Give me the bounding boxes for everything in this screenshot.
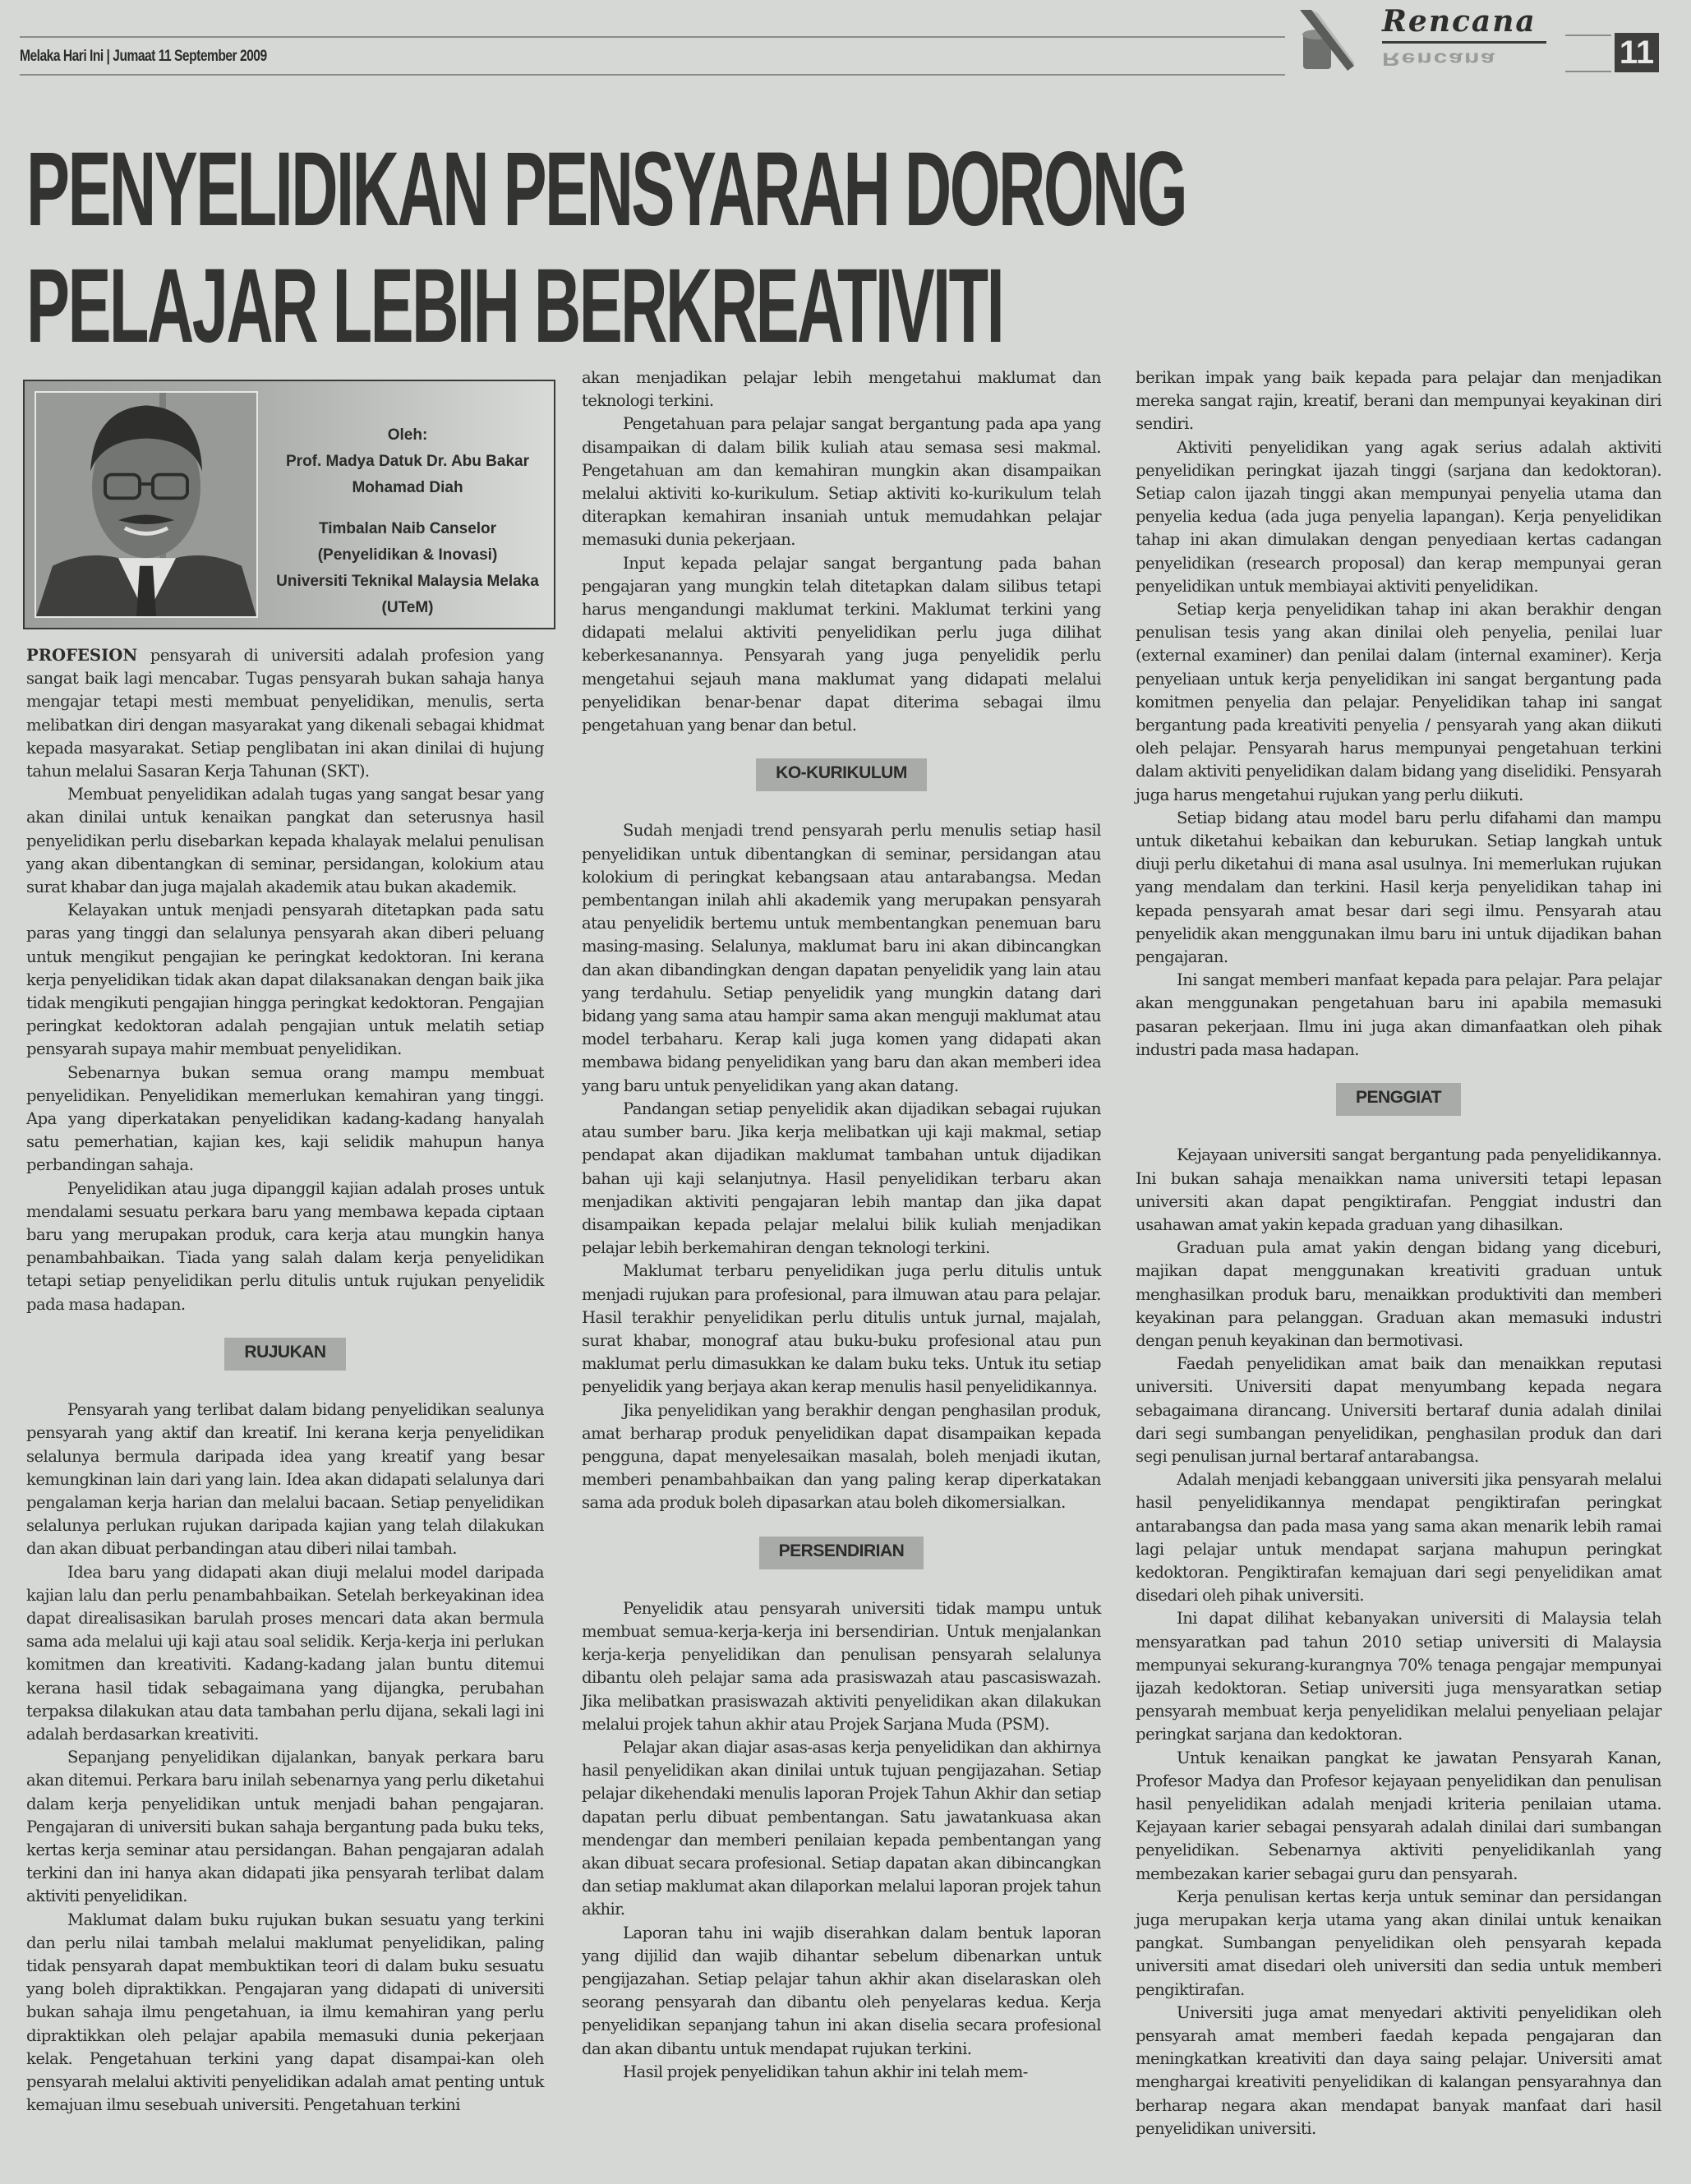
subheading-label: PENGGIAT	[1336, 1083, 1461, 1116]
dateline: Melaka Hari Ini | Jumaat 11 September 2009	[20, 48, 267, 65]
paragraph: Laporan tahu ini wajib diserahkan dalam bentuk laporan yang dijilid dan wajib dihantar sebelum dibenarkan untuk pengijazahan. Setiap pelajar tahun akhir akan diselaraskan oleh seorang pensyarah dan dibantu oleh penyelaras kedua. Kerja penyelidikan sepanjang tahun ini akan diselia secara profesional dan akan dibantu untuk mendapat rujukan terkini.	[582, 1923, 1101, 2058]
subheading-label: KO-KURIKULUM	[756, 758, 927, 791]
paragraph: Kelayakan untuk menjadi pensyarah ditetapkan pada satu paras yang tinggi dan selalunya pensyarah akan diberi peluang untuk mengikut pengajian ke peringkat kedoktoran. Ini kerana kerja penyelidikan tidak akan dapat dilaksanakan dengan baik jika tidak mengikuti pengajian hingga peringkat kedoktoran. Pengajian peringkat kedoktoran adalah pengajian untuk melatih setiap pensyarah supaya mahir membuat penyelidikan.	[26, 901, 544, 1059]
paragraph: Setiap kerja penyelidikan tahap ini akan berakhir dengan penulisan tesis yang akan dinilai oleh penyelia, penilai luar (external examiner) dan penilai dalam (internal examiner). Kerja penyeliaan untuk kerja penyelidikan ini sangat bergantung pada komitmen penyelia dan pelajar. Penyelidikan tahap ini sangat bergantung pada kreativiti penyelia / pensyarah yang akan diikuti oleh pelajar. Pensyarah harus mempunyai pengetahuan terkini dalam aktiviti penyelidikan dalam bidang yang diselidiki. Pensyarah juga harus mengetahui rujukan yang perlu diikuti.	[1136, 600, 1661, 804]
paragraph	[26, 644, 544, 783]
section-logo	[1292, 3, 1563, 82]
section-title-underline	[1382, 41, 1546, 44]
paragraph: Pensyarah yang terlibat dalam bidang penyelidikan sealunya pensyarah yang aktif dan kreatif. Ini kerana kerja penyelidikan selalunya bermula daripada idea yang kreatif yang besar kemungkinan lain dari yang lain. Idea akan didapati selalunya dari pengalaman kerja harian dan melalui bacaan. Setiap penyelidikan selalunya perlukan rujukan daripada kajian yang telah dilakukan dan akan dibuat perbandingan atau diberi nilai tambah.	[26, 1400, 544, 1559]
article-column-2	[582, 366, 1101, 2084]
section-title-reflection	[1382, 46, 1563, 79]
paragraph: Maklumat dalam buku rujukan bukan sesuatu yang terkini dan perlu nilai tambah melalui maklumat penyelidikan, paling tidak pensyarah dapat membuktikan teori di dalam buku sesuatu yang boleh dipraktikkan. Pengajaran yang didapati di universiti bukan sahaja ilmu pengetahuan, ia ilmu kemahiran yang perlu dipraktikkan oleh pelajar apabila memasuki dunia pekerjaan kelak. Pengetahuan terkini yang dapat disampai-kan oleh pensyarah melalui aktiviti penyelidikan adalah amat penting untuk kemajuan ilmu sesebuah universiti. Pengetahuan terkini	[26, 1910, 544, 2115]
masthead-rule-right-bottom	[1565, 71, 1611, 72]
lead-word: PROFESION	[26, 646, 138, 665]
subheading-ko-kurikulum	[582, 758, 1101, 791]
masthead-rule-top	[20, 36, 1285, 38]
subheading-penggiat	[1136, 1083, 1661, 1116]
subheading-label: PERSENDIRIAN	[759, 1537, 924, 1569]
headline-line-1: PENYELIDIKAN PENSYARAH DORONG	[26, 131, 1186, 248]
subheading-label: RUJUKAN	[224, 1338, 345, 1371]
paragraph: Universiti juga amat menyedari aktiviti penyelidikan oleh pensyarah amat memberi faedah kepada pengajaran dan meningkatkan kreativiti dan daya saing pelajar. Universiti amat menghargai kreativiti penyelidikan di kalangan pensyarahnya dan berharap negara akan mendapat banyak manfaat dari hasil penyelidikan universiti.	[1136, 2002, 1661, 2138]
author-title-line-2: (Penyelidikan & Inovasi)	[317, 546, 498, 564]
paragraph: Pandangan setiap penyelidik akan dijadikan sebagai rujukan atau sumber baru. Jika kerja melibatkan uji kaji makmal, setiap pendapat akan dijadikan maklumat tambahan untuk dijadikan bahan uji kaji selanjutnya. Hasil penyelidikan terbaru akan menjadikan aktiviti pengajaran lebih mantap dan jika dapat disampaikan kepada pelajar melalui bilik kuliah menjadikan pelajar lebih berkemahiran dengan teknologi terkini.	[582, 1099, 1101, 1258]
author-name-line-2: Mohamad Diah	[352, 479, 463, 496]
paragraph: Idea baru yang didapati akan diuji melalui model daripada kajian lalu dan perlu penambahbaikan. Setelah berkeyakinan idea dapat direalisasikan barulah proses mencari data akan bermula sama ada melalui uji kaji atau soal selidik. Kerja-kerja ini perlukan komitmen dan kreativiti. Kadang-kadang jalan buntu ditemui kerana hasil tidak sebagaimana yang dijangka, perubahan terpaksa dilakukan atau data tambahan perlu dijana, sekali lagi ini adalah berdasarkan kreativiti.	[26, 1562, 544, 1744]
paragraph: Sepanjang penyelidikan dijalankan, banyak perkara baru akan ditemui. Perkara baru inilah sebenarnya yang perlu diketahui dalam kerja penyelidikan untuk menjadi bahan pengajaran. Pengajaran di universiti bukan sahaja bergantung pada buku teks, kertas kerja seminar atau persidangan. Bahan pengajaran adalah terkini dan ini hanya akan didapati jika pensyarah terlibat dalam aktiviti penyelidikan.	[26, 1748, 544, 1906]
paragraph: Graduan pula amat yakin dengan bidang yang diceburi, majikan dapat menggunakan kreativiti graduan untuk menghasilkan produk baru, menaikkan produktiviti dan memberi keyakinan para pelanggan. Graduan akan memasuki industri dengan penuh keyakinan dan bermotivasi.	[1136, 1238, 1661, 1350]
section-title: Rencana	[1382, 4, 1537, 39]
byline-label: Oleh:	[387, 426, 428, 444]
paragraph: berikan impak yang baik kepada para pelajar dan menjadikan mereka sangat rajin, kreatif, berani dan mempunyai keyakinan diri sendiri.	[1136, 368, 1661, 434]
headline	[26, 131, 1186, 365]
paragraph: Penyelidikan atau juga dipanggil kajian adalah proses untuk mendalami sesuatu perkara baru yang membawa kepada ciptaan baru yang merupakan produk, cara kerja atau mungkin hanya penambahbaikan. Tiada yang salah dalam kerja penyelidikan tetapi setiap penyelidikan perlu ditulis untuk rujukan penyelidik pada masa hadapan.	[26, 1178, 544, 1314]
author-title-line-1: Timbalan Naib Canselor	[318, 520, 497, 537]
paragraph-text: pensyarah di universiti adalah profesion yang sangat baik lagi mencabar. Tugas pensyarah bukan sahaja hanya mengajar tetapi mesti membuat penyelidikan, menulis, serta melibatkan diri dengan masyarakat yang dikenali sebagai khidmat kepada masyarakat. Setiap penglibatan ini akan dinilai di hujung tahun melalui Sasaran Kerja Tahunan (SKT).	[26, 646, 544, 781]
author-portrait-icon	[36, 393, 256, 616]
paragraph: Jika penyelidikan yang berakhir dengan penghasilan produk, amat berharap produk penyelidikan dapat disampaikan kepada pengguna, dapat menyelesaikan masalah, boleh menjadi ikutan, memberi penambahbaikan dan yang paling kerap diperkatakan sama ada produk boleh dipasarkan atau boleh dikomersialkan.	[582, 1400, 1101, 1513]
paragraph: Faedah penyelidikan amat baik dan menaikkan reputasi universiti. Universiti dapat menyumbang kepada negara sebagaimana dirancang. Universiti bertaraf dunia adalah dinilai dari segi sumbangan penyelidikan, penghasilan produk dan dari segi penulisan jurnal bertaraf antarabangsa.	[1136, 1354, 1661, 1466]
subheading-persendirian	[582, 1537, 1101, 1569]
article-column-3	[1136, 366, 1661, 2140]
paragraph: akan menjadikan pelajar lebih mengetahui maklumat dan teknologi terkini.	[582, 368, 1101, 411]
section-title-reflection-text: Rencana	[1382, 48, 1496, 70]
paragraph: Pelajar akan diajar asas-asas kerja penyelidikan dan akhirnya hasil penyelidikan akan dinilai untuk tujuan pengijazahan. Setiap pelajar dikehendaki menulis laporan Projek Tahun Akhir dan setiap dapatan perlu dibuat pembentangan. Satu jawatankuasa akan mendengar dan memberi penilaian kepada pembentangan yang akan dibuat secara profesional. Setiap dapatan akan dibincangkan dan setiap maklumat akan dilaporkan melalui laporan projek tahun akhir.	[582, 1737, 1101, 1919]
paragraph: Adalah menjadi kebanggaan universiti jika pensyarah melalui hasil penyelidikannya mendapat pengiktirafan peringkat antarabangsa dan pada masa yang sama akan menarik lebih ramai lagi pelajar untuk mendapat sarjana mahupun peringkat kedoktoran. Pengiktirafan kemajuan dari segi penyelidikan amat disedari oleh pihak universiti.	[1136, 1470, 1661, 1606]
author-title-line-3: Universiti Teknikal Malaysia Melaka	[276, 573, 539, 590]
article-column-1	[26, 644, 544, 2117]
masthead-rule-right-top	[1565, 35, 1611, 36]
author-box	[23, 380, 555, 629]
paragraph: Kejayaan universiti sangat bergantung pada penyelidikannya. Ini bukan sahaja menaikkan nama universiti tetapi lepasan universiti akan dapat pengiktirafan. Penggiat industri dan usahawan amat yakin kepada graduan yang dihasilkan.	[1136, 1145, 1661, 1234]
paragraph: Aktiviti penyelidikan yang agak serius adalah aktiviti penyelidikan peringkat ijazah tinggi (sarjana dan kedoktoran). Setiap calon ijazah tinggi akan mempunyai penyelia utama dan penyelia kedua (ada juga penyelia lapangan). Kerja penyelidikan tahap ini akan dimulakan dengan penyediaan kertas cadangan penyelidikan (research proposal) dan kerap mempunyai geran penyelidikan untuk membiayai aktiviti penyelidikan.	[1136, 437, 1661, 596]
author-photo	[35, 391, 258, 618]
paragraph: Pengetahuan para pelajar sangat bergantung pada apa yang disampaikan di dalam bilik kuliah atau semasa sesi makmal. Pengetahuan am dan kemahiran mungkin akan disampaikan melalui aktiviti ko-kurikulum. Setiap aktiviti ko-kurikulum telah diterapkan kemahiran insaniah untuk memudahkan pelajar memasuki dunia pekerjaan.	[582, 414, 1101, 550]
paragraph: Untuk kenaikan pangkat ke jawatan Pensyarah Kanan, Profesor Madya dan Profesor kejayaan penyelidikan dan penulisan hasil penyelidikan adalah menjadi kriteria penilaian utama. Kejayaan karier sebagai pensyarah adalah dinilai dari sumbangan penyelidikan. Sebenarnya aktiviti penyelidikanlah yang membezakan karier sebagai guru dan pensyarah.	[1136, 1748, 1661, 1883]
paragraph: Sebenarnya bukan semua orang mampu membuat penyelidikan. Penyelidikan memerlukan kemahiran yang tinggi. Apa yang diperkatakan penyelidikan kadang-kadang hanyalah satu pemerhatian, kajian kes, kaji selidik mahupun hanya perbandingan sahaja.	[26, 1062, 544, 1175]
paragraph: Sudah menjadi trend pensyarah perlu menulis setiap hasil penyelidikan untuk dibentangkan di seminar, persidangan atau kolokium di peringkat kebangsaan atau antarabangsa. Medan pembentangan inilah ahli akademik yang merupakan pensyarah atau penyelidik bertemu untuk membentangkan penemuan baru masing-masing. Selalunya, maklumat baru ini akan dibincangkan dan akan dibandingkan dengan dapatan penyelidik yang lain atau yang terdahulu. Setiap penyelidik yang mungkin datang dari bidang yang sama atau hampir sama akan menguji maklumat atau model terbaharu. Kerap kali juga komen yang didapati akan membawa bidang penyelidikan yang baru dan akan memberi idea yang baru untuk penyelidikan yang akan datang.	[582, 821, 1101, 1095]
author-title-line-4: (UTeM)	[381, 599, 434, 616]
paragraph: Input kepada pelajar sangat bergantung pada bahan pengajaran yang mungkin telah ditetapkan dalam silibus tetapi harus mengandungi maklumat terkini. Maklumat terkini yang didapati melalui aktiviti penyelidikan perlu juga dilihat keberkesanannya. Pensyarah yang juga penyelidik perlu mengetahui sejauh mana maklumat yang didapati melalui penyelidikan benar-benar dapat diterima sebagai ilmu pengetahuan yang benar dan betul.	[582, 553, 1101, 735]
paragraph: Kerja penulisan kertas kerja untuk seminar dan persidangan juga merupakan kerja utama yang akan dinilai untuk kenaikan pangkat. Sumbangan penyelidikan oleh pensyarah kepada universiti amat disedari oleh universiti dan sedia untuk memberi pengiktirafan.	[1136, 1887, 1661, 1999]
paragraph: Hasil projek penyelidikan tahun akhir ini telah mem-	[623, 2062, 1028, 2081]
headline-line-2: PELAJAR LEBIH BERKREATIVITI	[26, 247, 1003, 365]
author-name-line-1: Prof. Madya Datuk Dr. Abu Bakar	[286, 453, 529, 470]
paragraph: Ini sangat memberi manfaat kepada para pelajar. Para pelajar akan menggunakan pengetahuan baru ini apabila memasuki pasaran pekerjaan. Ilmu ini juga akan dimanfaatkan oleh pihak industri pada masa hadapan.	[1136, 970, 1661, 1059]
pen-and-ink-icon	[1297, 8, 1354, 72]
paragraph: Ini dapat dilihat kebanyakan universiti di Malaysia telah mensyaratkan pad tahun 2010 setiap universiti di Malaysia mempunyai sekurang-kurangnya 70% tenaga pengajar mempunyai ijazah kedoktoran. Setiap universiti juga mensyaratkan setiap pensyarah membuat kerja penyelidikan melalui penyeliaan pelajar peringkat sarjana dan kedoktoran.	[1136, 1609, 1661, 1744]
paragraph: Membuat penyelidikan adalah tugas yang sangat besar yang akan dinilai untuk kenaikan pangkat dan seterusnya hasil penyelidikan perlu disebarkan kepada khalayak melalui penulisan yang akan dibentangkan di seminar, persidangan, kolokium atau surat khabar dan juga majalah akademik atau bukan akademik.	[26, 785, 544, 897]
author-credit	[265, 422, 551, 621]
paragraph: Maklumat terbaru penyelidikan juga perlu ditulis untuk menjadi rujukan para profesional, para ilmuwan atau para pelajar. Hasil terakhir penyelidikan perlu ditulis untuk jurnal, majalah, surat khabar, monograf atau buku-buku profesional atau pun maklumat perlu dimasukkan ke dalam buku teks. Untuk itu setiap penyelidik yang berjaya akan kerap menulis hasil penyelidikannya.	[582, 1261, 1101, 1397]
masthead-rule-bottom	[20, 74, 1285, 76]
page-number: 11	[1615, 33, 1659, 72]
paragraph: Penyelidik atau pensyarah universiti tidak mampu untuk membuat semua-kerja-kerja ini bersendirian. Untuk menjalankan kerja-kerja penyelidikan dan penulisan pensyarah selalunya dibantu oleh pelajar sama ada prasiswazah atau pascasiswazah. Jika melibatkan prasiswazah aktiviti penyelidikan akan dilakukan melalui projek tahun akhir atau Projek Sarjana Muda (PSM).	[582, 1598, 1101, 1734]
paragraph: Setiap bidang atau model baru perlu difahami dan mampu untuk diketahui kebaikan dan keburukan. Setiap langkah untuk diuji perlu diketahui di mana asal usulnya. Ini memerlukan rujukan yang mendalam dan terkini. Hasil kerja penyelidikan tahap ini kepada pensyarah amat besar dari segi ilmu. Pensyarah atau penyelidik akan menggunakan ilmu baru ini untuk dijadikan bahan pengajaran.	[1136, 808, 1661, 967]
subheading-rujukan	[26, 1338, 544, 1371]
